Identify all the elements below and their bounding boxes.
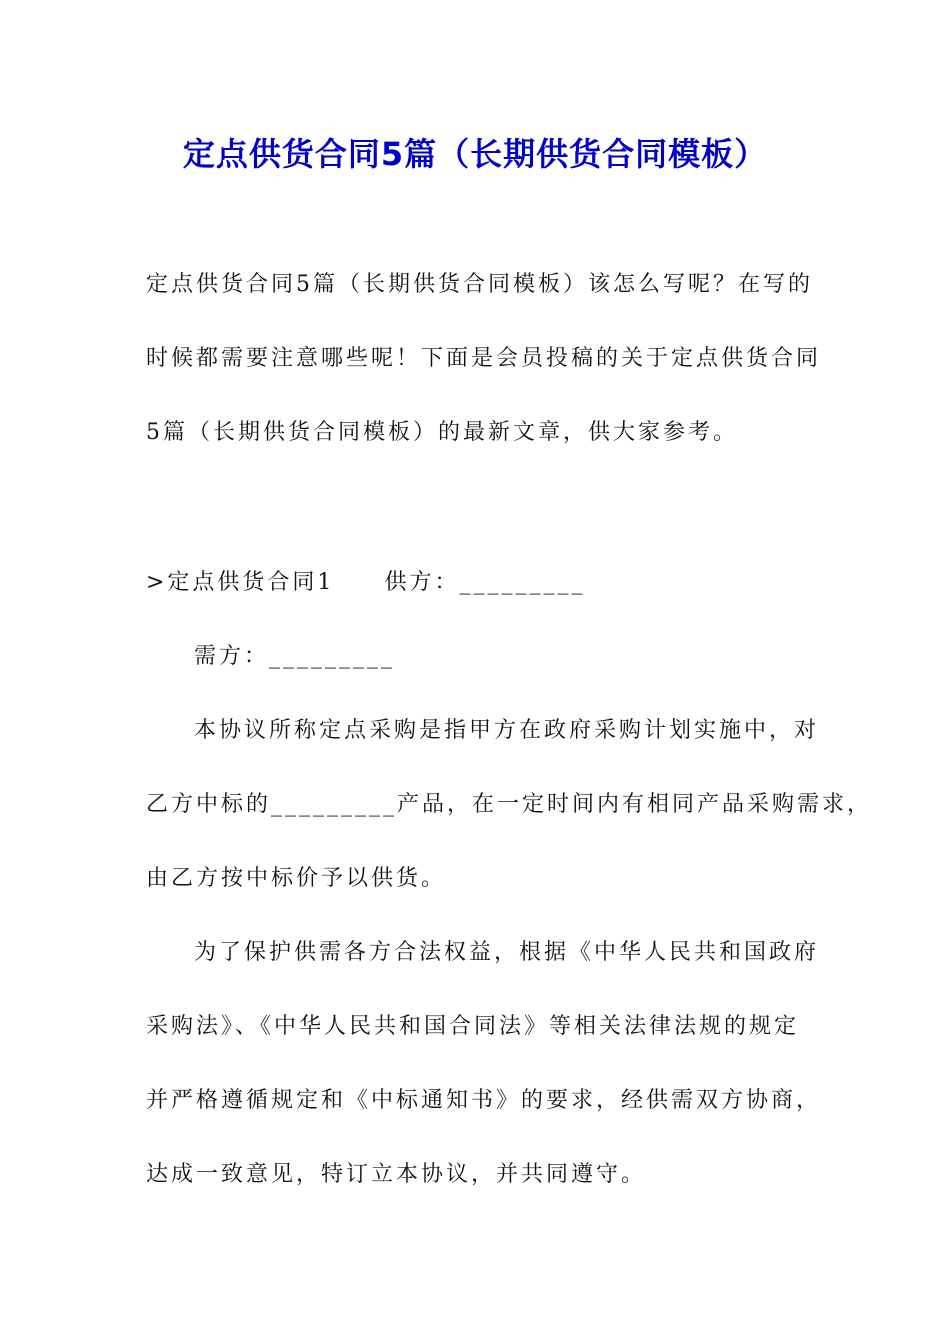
- paragraph1-line-3: 由乙方按中标价予以供货。: [146, 866, 447, 891]
- supplier-line: 供方：_________: [384, 570, 586, 595]
- document-title: 定点供货合同5篇（长期供货合同模板）: [182, 135, 768, 173]
- paragraph2-line-2: 采购法》、《中华人民共和国合同法》等相关法律法规的规定: [146, 1014, 800, 1039]
- intro-line-2: 时候都需要注意哪些呢！下面是会员投稿的关于定点供货合同: [146, 346, 822, 371]
- paragraph1-line-1: 本协议所称定点采购是指甲方在政府采购计划实施中，对: [194, 718, 820, 743]
- intro-line-3: 5篇（长期供货合同模板）的最新文章，供大家参考。: [146, 420, 738, 445]
- section-heading: >定点供货合同1: [146, 570, 335, 595]
- buyer-line: 需方：_________: [194, 644, 396, 669]
- paragraph1-line-2: 乙方中标的_________产品，在一定时间内有相同产品采购需求，: [146, 792, 873, 817]
- paragraph2-line-1: 为了保护供需各方合法权益，根据《中华人民共和国政府: [194, 940, 820, 965]
- paragraph2-line-3: 并严格遵循规定和《中标通知书》的要求，经供需双方协商，: [146, 1088, 822, 1113]
- paragraph2-line-4: 达成一致意见，特订立本协议，并共同遵守。: [146, 1162, 647, 1187]
- intro-line-1: 定点供货合同5篇（长期供货合同模板）该怎么写呢？在写的: [146, 272, 813, 297]
- section-heading-row: [146, 565, 585, 601]
